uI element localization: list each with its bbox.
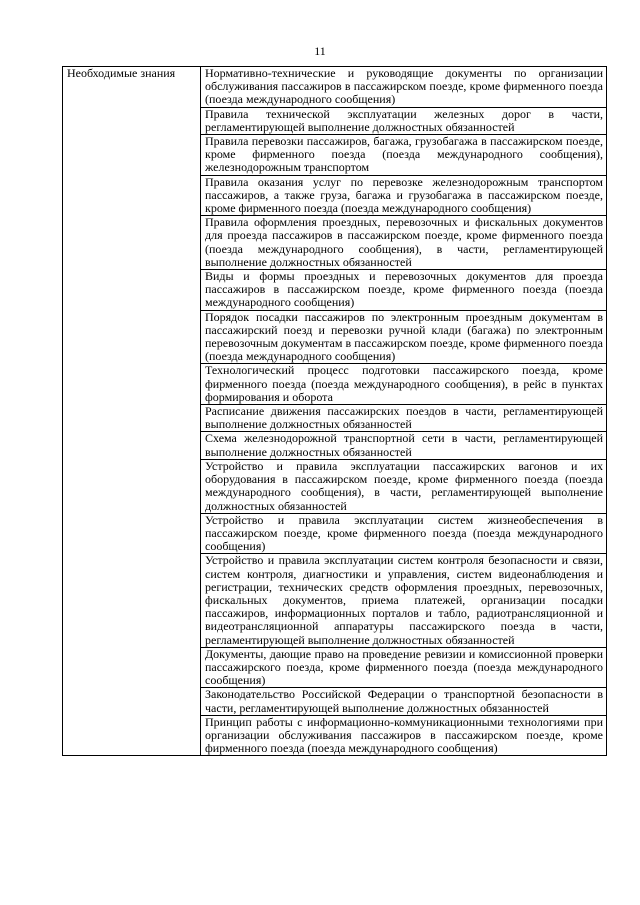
knowledge-item: Технологический процесс подготовки пассажирского поезда, кроме фирменного поезда (поезда международного сообщения), в рейс в пунктах формирования и оборота [201, 364, 607, 405]
knowledge-table [62, 66, 607, 756]
knowledge-item: Законодательство Российской Федерации о транспортной безопасности в части, регламентирующей выполнение должностных обязанностей [201, 688, 607, 715]
knowledge-item: Схема железнодорожной транспортной сети в части, регламентирующей выполнение должностных обязанностей [201, 432, 607, 459]
knowledge-item: Правила перевозки пассажиров, багажа, грузобагажа в пассажирском поезде, кроме фирменного поезда (поезда международного сообщения), железнодорожным транспортом [201, 135, 607, 176]
page-number: 11 [314, 44, 326, 58]
knowledge-item: Устройство и правила эксплуатации систем контроля безопасности и связи, систем контроля, диагностики и управления, систем видеонаблюдения и регистрации, технических средств оформления проездных, перевозочных, фискальных документов, приема платежей, организации посадки пассажиров, информационных порталов и табло, радиотрансляционной и видеотрансляционной аппаратуры пассажирского поезда в части, регламентирующей выполнение должностных обязанностей [201, 554, 607, 647]
section-label: Необходимые знания [63, 67, 201, 756]
knowledge-item: Порядок посадки пассажиров по электронным проездным документам в пассажирский поезд и перевозки ручной клади (багажа) по электронным перевозочным документам в пассажирском поезде, кроме фирменного поезда (поезда международного сообщения) [201, 310, 607, 364]
knowledge-item: Расписание движения пассажирских поездов в части, регламентирующей выполнение должностных обязанностей [201, 405, 607, 432]
knowledge-item: Устройство и правила эксплуатации систем жизнеобеспечения в пассажирском поезде, кроме фирменного поезда (поезда международного сообщения) [201, 513, 607, 554]
table-row [63, 67, 607, 108]
knowledge-item: Нормативно-технические и руководящие документы по организации обслуживания пассажиров в пассажирском поезде, кроме фирменного поезда (поезда международного сообщения) [201, 67, 607, 108]
knowledge-item: Правила оказания услуг по перевозке железнодорожным транспортом пассажиров, а также груза, багажа и грузобагажа в пассажирском поезде, кроме фирменного поезда (поезда международного сообщения) [201, 175, 607, 216]
knowledge-item: Виды и формы проездных и перевозочных документов для проезда пассажиров в пассажирском поезде, кроме фирменного поезда (поезда международного сообщения) [201, 270, 607, 311]
knowledge-item: Принцип работы с информационно-коммуникационными технологиями при организации обслуживания пассажиров в пассажирском поезде, кроме фирменного поезда (поезда международного сообщения) [201, 715, 607, 756]
knowledge-item: Правила технической эксплуатации железных дорог в части, регламентирующей выполнение должностных обязанностей [201, 107, 607, 134]
knowledge-item: Правила оформления проездных, перевозочных и фискальных документов для проезда пассажиров в пассажирском поезде, кроме фирменного поезда (поезда международного сообщения), в части, регламентирующей выполнение должностных обязанностей [201, 216, 607, 270]
knowledge-item: Документы, дающие право на проведение ревизии и комиссионной проверки пассажирского поезда, кроме фирменного поезда (поезда международного сообщения) [201, 647, 607, 688]
knowledge-item: Устройство и правила эксплуатации пассажирских вагонов и их оборудования в пассажирском поезде, кроме фирменного поезда (поезда международного сообщения), в части, регламентирующей выполнение должностных обязанностей [201, 459, 607, 513]
